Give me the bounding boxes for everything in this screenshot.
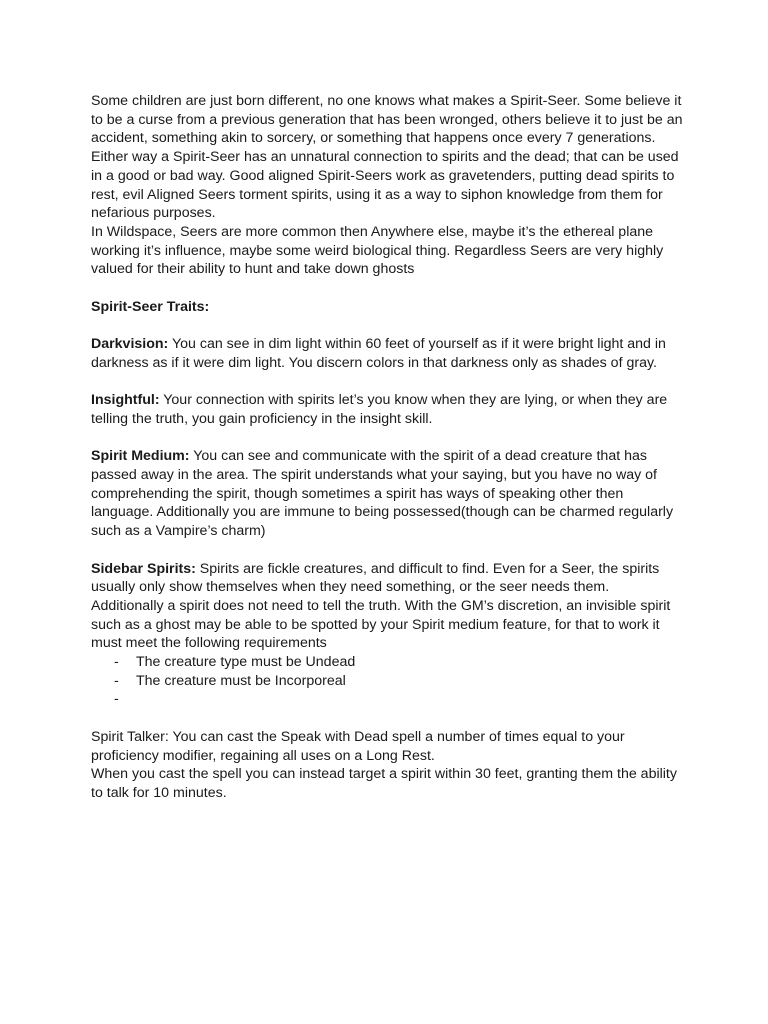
sidebar-spirits-label: Sidebar Spirits: [91, 560, 196, 577]
list-item: - The creature type must be Undead [91, 653, 683, 672]
intro-paragraph-3: In Wildspace, Seers are more common then Anywhere else, maybe it’s the ethereal plane working it’s influence, maybe some weird biological thing. Regardless Seers are very highly valued for their ability to hunt and take down ghosts [91, 223, 664, 278]
sidebar-spirits-trait [91, 560, 683, 654]
darkvision-text: You can see in dim light within 60 feet of yourself as if it were bright light and in darkness as if it were dim light. You discern colors in that darkness only as shades of gray. [91, 336, 666, 371]
spirit-medium-text: You can see and communicate with the spirit of a dead creature that has passed away in the area. The spirit understands what your saying, but you have no way of comprehending the spirit, though sometimes a spirit has ways of speaking other then language. Additionally you are immune to being possessed(though can be charmed regularly such as a Vampire’s charm) [91, 448, 674, 540]
darkvision-label: Darkvision: [91, 336, 169, 353]
requirements-list [91, 653, 683, 709]
insightful-text: Your connection with spirits let’s you know when they are lying, or when they are telling the truth, you gain proficiency in the insight skill. [91, 392, 668, 427]
spacer [91, 316, 683, 335]
spacer [91, 279, 683, 298]
list-item: - The creature must be Incorporeal [91, 672, 683, 691]
list-item [91, 690, 683, 709]
insightful-trait [91, 391, 683, 428]
spacer [91, 429, 683, 448]
sidebar-spirits-text: Spirits are fickle creatures, and difficult to find. Even for a Seer, the spirits usually only show themselves when they need something, or the seer needs them. Additionally a spirit does not need to tell the truth. With the GM’s discretion, an invisible spirit such as a ghost may be able to be spotted by your Spirit medium feature, for that to work it must meet the following requirements [91, 560, 671, 652]
spirit-talker-paragraph-2: When you cast the spell you can instead target a spirit within 30 feet, granting them the ability to talk for 10 minutes. [91, 766, 677, 801]
spirit-talker-paragraph-1: Spirit Talker: You can cast the Speak with Dead spell a number of times equal to your proficiency modifier, regaining all uses on a Long Rest. [91, 728, 625, 764]
insightful-label: Insightful: [91, 392, 160, 409]
spacer [91, 709, 683, 728]
traits-heading: Spirit-Seer Traits: [91, 298, 210, 315]
spacer [91, 373, 683, 392]
spirit-medium-trait [91, 447, 683, 541]
intro-paragraph-2: Either way a Spirit-Seer has an unnatural connection to spirits and the dead; that can be used in a good or bad way. Good aligned Spirit-Seers work as gravetenders, putting dead spirits to rest, evil Aligned Seers torment spirits, using it as a way to siphon knowledge from them for nefarious purposes. [91, 149, 679, 222]
spacer [91, 541, 683, 560]
intro-paragraph-1: Some children are just born different, no one knows what makes a Spirit-Seer. Some believe it to be a curse from a previous generation that has been wronged, others believe it to just be an accident, something akin to sorcery, or something that happens once every 7 generations. [91, 93, 683, 147]
spirit-medium-label: Spirit Medium: [91, 448, 190, 465]
darkvision-trait [91, 335, 683, 372]
document-page [91, 92, 683, 803]
